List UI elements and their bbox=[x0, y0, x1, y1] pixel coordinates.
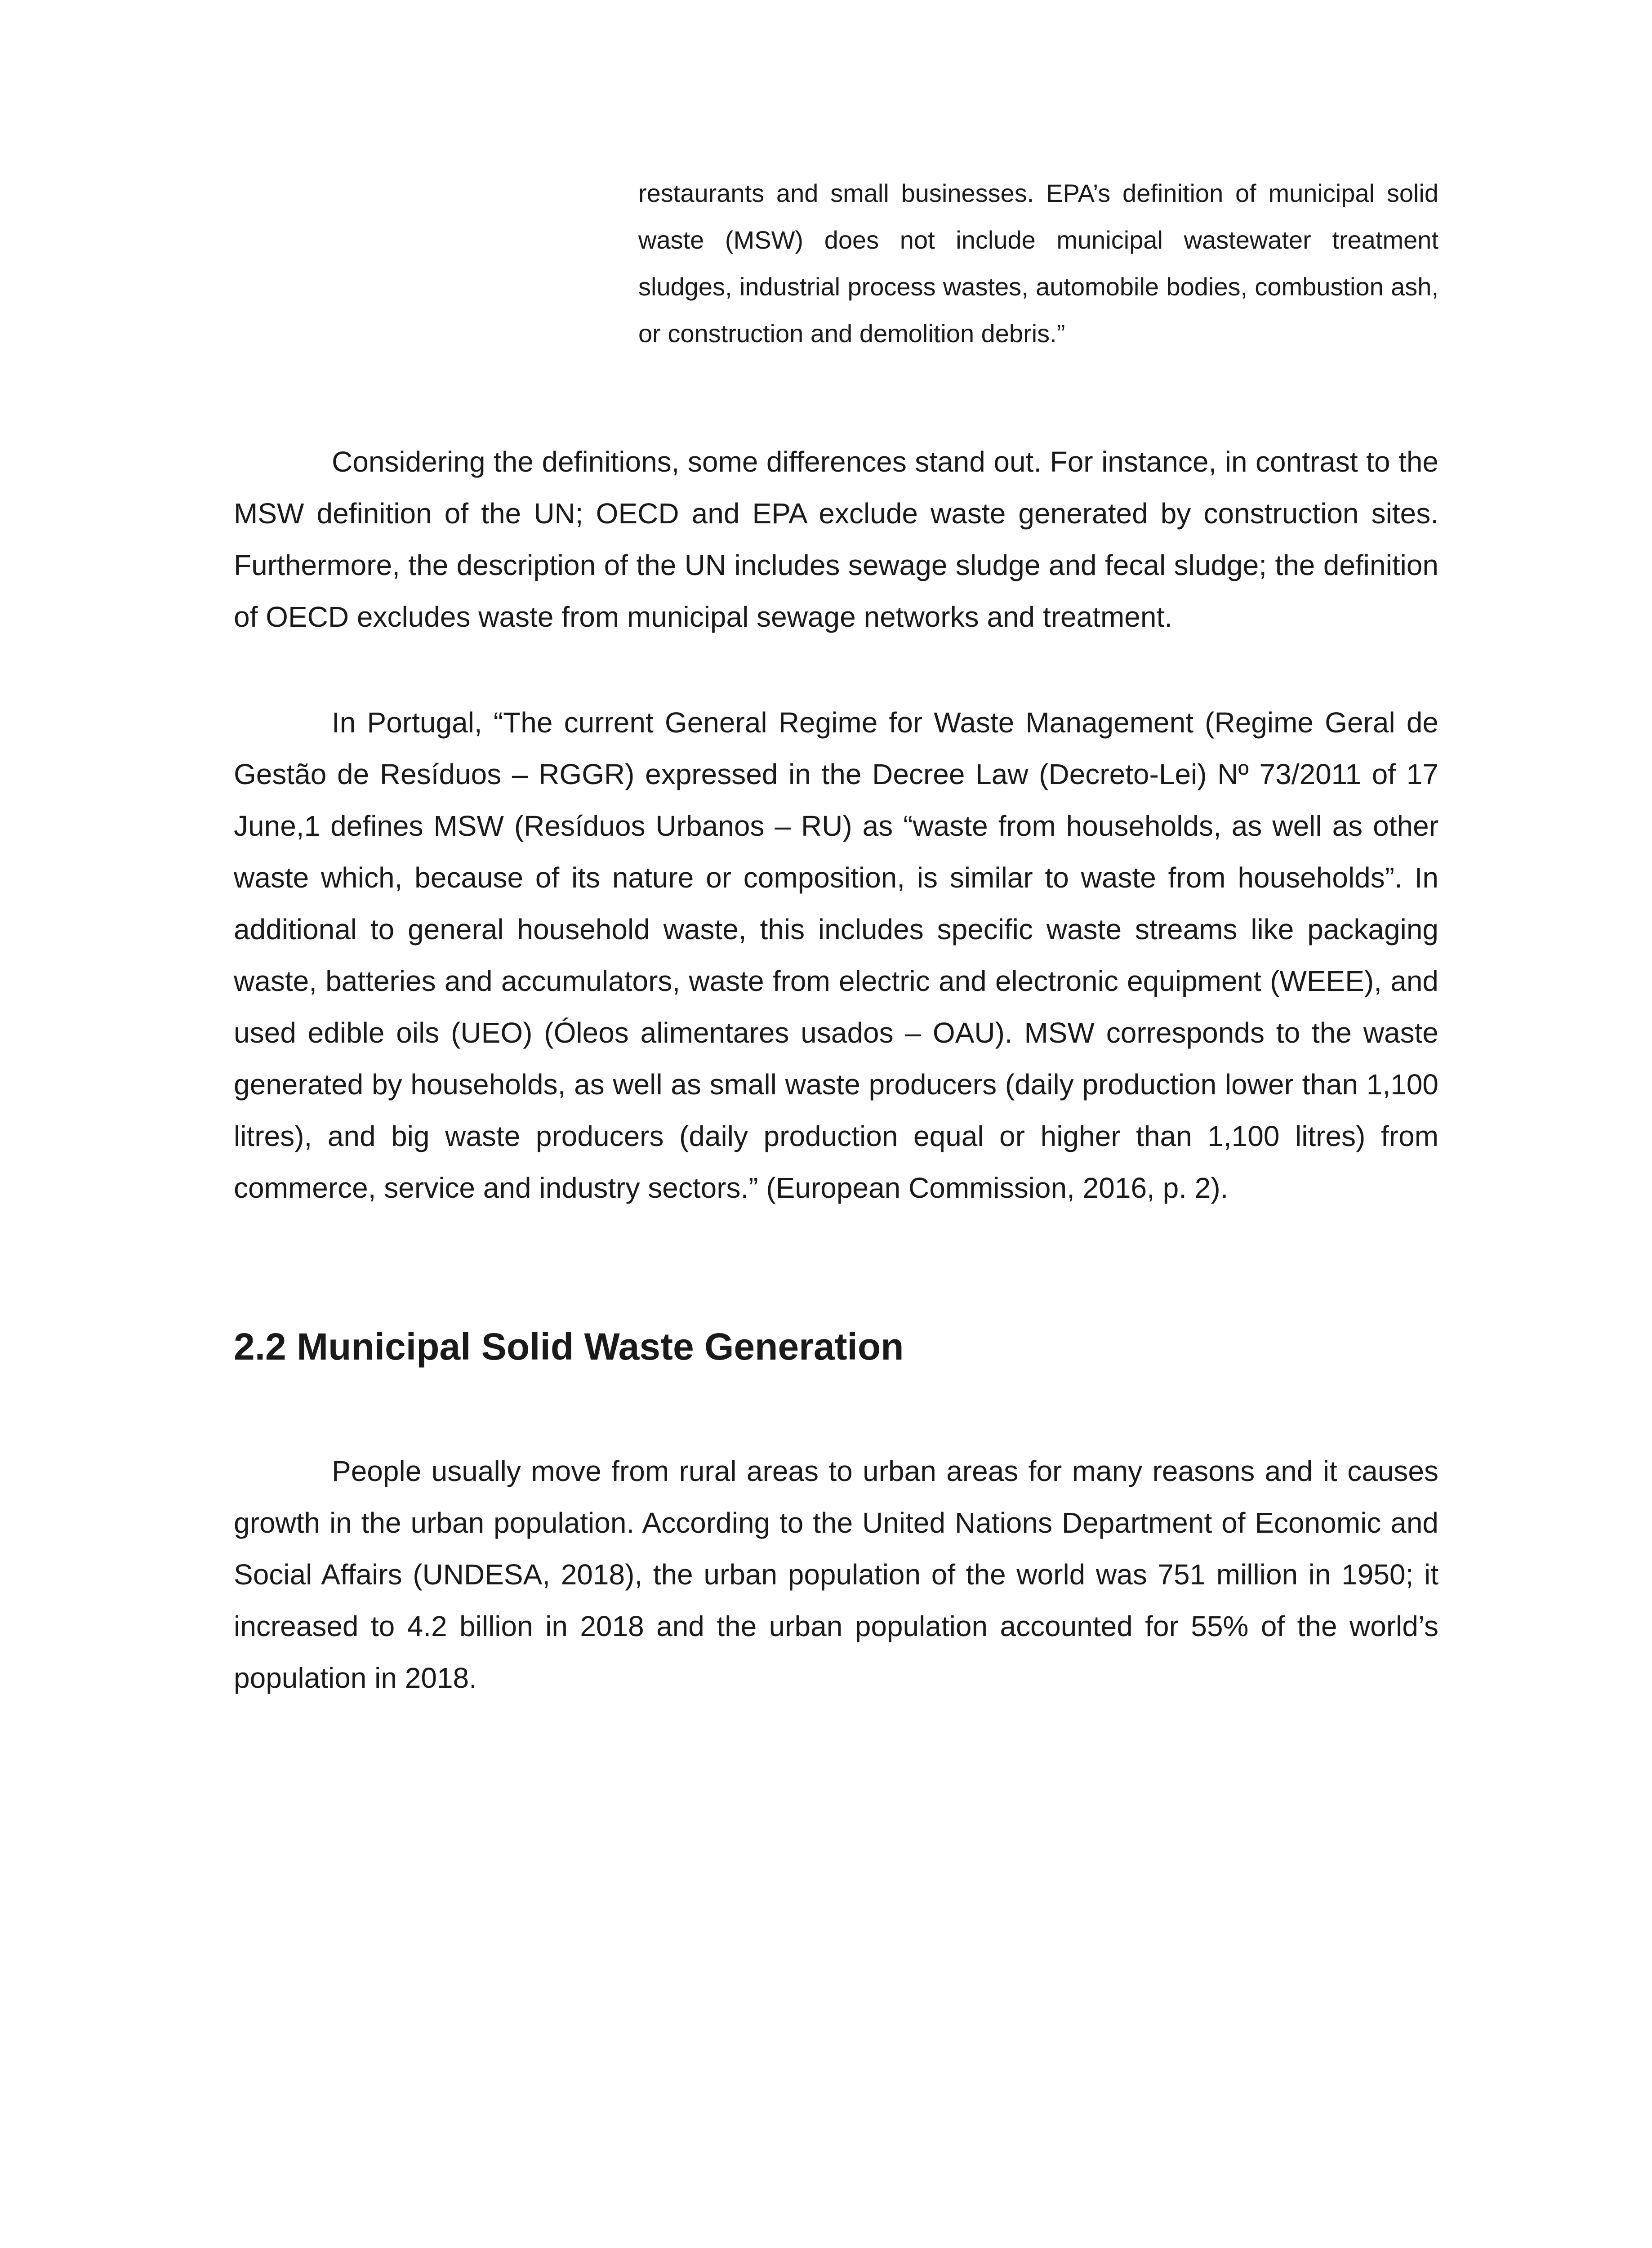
section-heading: 2.2 Municipal Solid Waste Generation bbox=[234, 1325, 904, 1368]
block-quote bbox=[638, 179, 1438, 382]
block-quote-text: restaurants and small businesses. EPA’s definition of municipal solid waste (MSW) does not include municipal wastewater treatment sludges, industrial process wastes, automobile bodies, combustion ash, or construction and demolition debris.” bbox=[638, 179, 1438, 348]
paragraph-portugal-definition: In Portugal, “The current General Regime for Waste Management (Regime Geral de Gestão de Resíduos – RGGR) expressed in the Decree Law (Decreto-Lei) Nº 73/2011 of 17 June,1 defines MSW (Resíduos Urbanos – RU) as “waste from households, as well as other waste which, because of its nature or composition, is similar to waste from households”. In additional to general household waste, this includes specific waste streams like packaging waste, batteries and accumulators, waste from electric and electronic equipment (WEEE), and used edible oils (UEO) (Óleos alimentares usados – OAU). MSW corresponds to the waste generated by households, as well as small waste producers (daily production lower than 1,100 litres), and big waste producers (daily production equal or higher than 1,100 litres) from commerce, service and industry sectors.” (European Commission, 2016, p. 2). bbox=[234, 706, 1438, 1204]
paragraph-definitions-comparison: Considering the definitions, some differences stand out. For instance, in contrast to the MSW definition of the UN; OECD and EPA exclude waste generated by construction sites. Furthermore, the description of the UN includes sewage sludge and fecal sludge; the definition of OECD excludes waste from municipal sewage networks and treatment. bbox=[234, 446, 1438, 633]
paragraph-urban-population: People usually move from rural areas to urban areas for many reasons and it causes growth in the urban population. According to the United Nations Department of Economic and Social Affairs (UNDESA, 2018), the urban population of the world was 751 million in 1950; it increased to 4.2 billion in 2018 and the urban population accounted for 55% of the world’s population in 2018. bbox=[234, 1455, 1438, 1694]
